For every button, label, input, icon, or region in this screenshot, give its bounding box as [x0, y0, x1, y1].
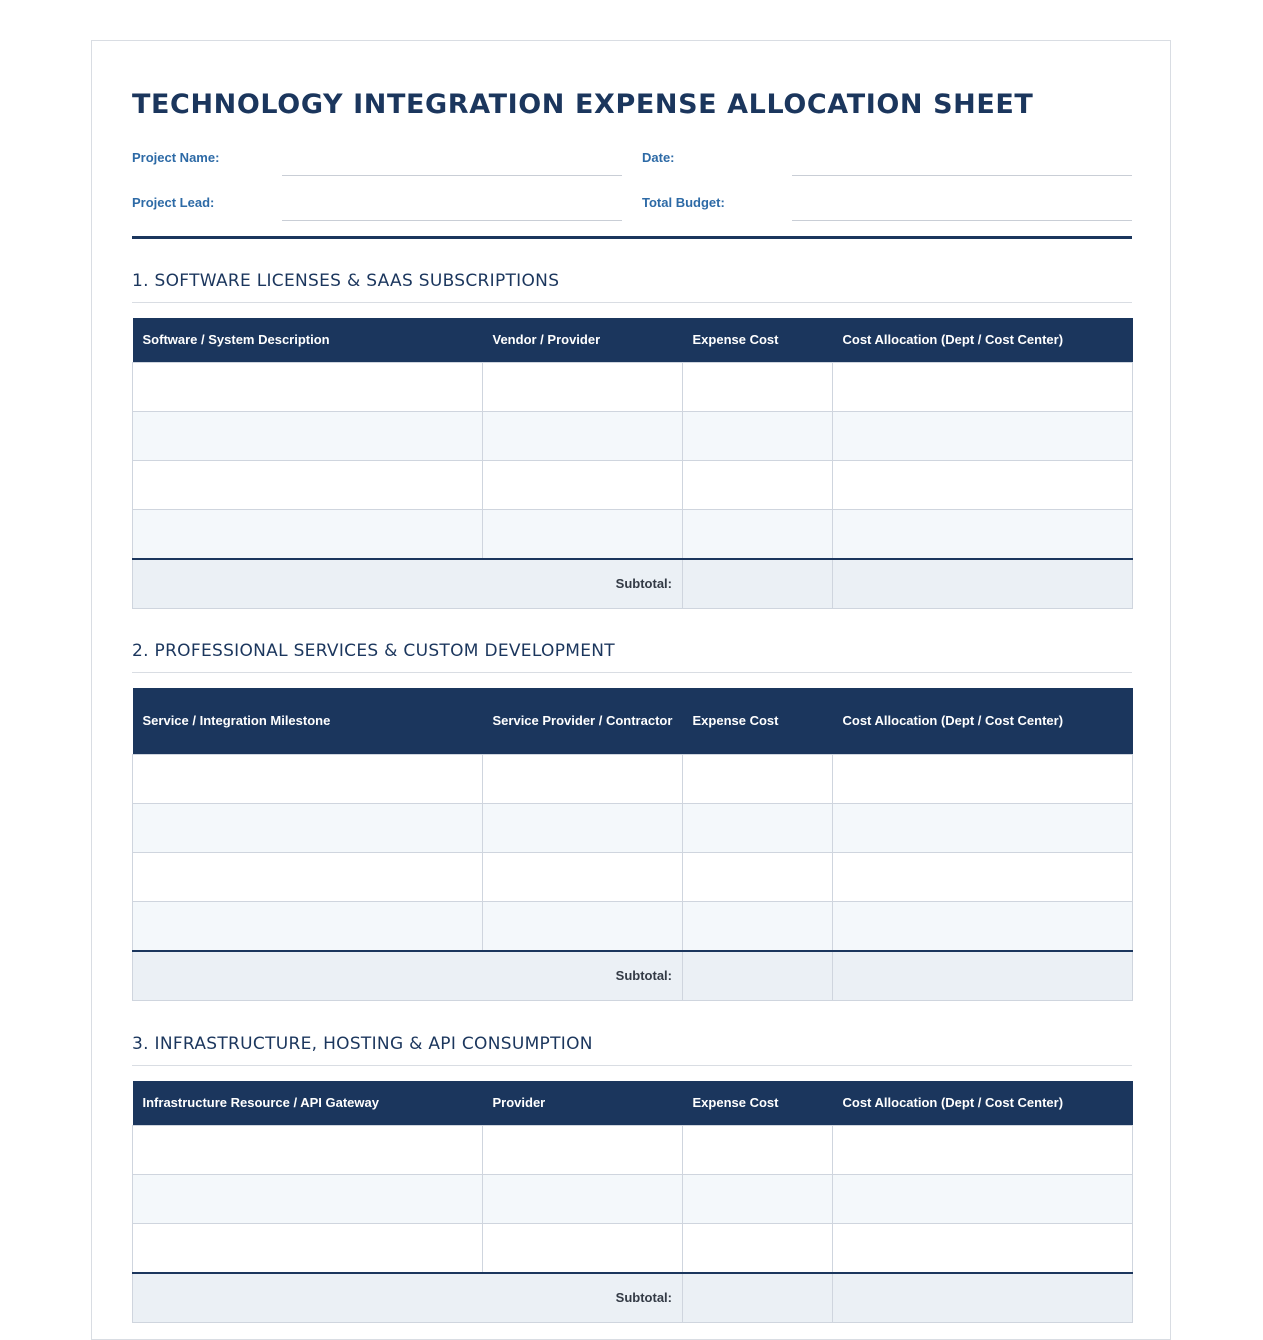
milestone-cell[interactable]: [133, 754, 483, 803]
section-professional-services: [132, 640, 1132, 1001]
table-row: [133, 754, 1133, 803]
allocation-cell[interactable]: [833, 509, 1133, 559]
subtotal-row: [133, 951, 1133, 1001]
expense-sheet: [91, 40, 1171, 1340]
date-field[interactable]: [792, 175, 1132, 176]
cost-cell[interactable]: [683, 411, 833, 460]
cost-cell[interactable]: [683, 1174, 833, 1223]
subtotal-allocation-cell[interactable]: [833, 1273, 1133, 1323]
subtotal-label: Subtotal:: [133, 559, 683, 609]
subtotal-allocation-cell[interactable]: [833, 559, 1133, 609]
date-label: Date:: [642, 150, 675, 165]
vendor-cell[interactable]: [483, 362, 683, 411]
cost-cell[interactable]: [683, 460, 833, 509]
meta-row-2: [132, 195, 1132, 221]
cost-cell[interactable]: [683, 1223, 833, 1273]
subtotal-cost-cell[interactable]: [683, 559, 833, 609]
vendor-cell[interactable]: [483, 460, 683, 509]
section-heading: 1. SOFTWARE LICENSES & SAAS SUBSCRIPTIONS: [132, 270, 1132, 303]
cost-cell[interactable]: [683, 852, 833, 901]
column-header: Vendor / Provider: [483, 318, 683, 362]
table-header-row: [133, 1081, 1133, 1125]
subtotal-row: [133, 1273, 1133, 1323]
provider-cell[interactable]: [483, 901, 683, 951]
column-header: Cost Allocation (Dept / Cost Center): [833, 318, 1133, 362]
column-header: Cost Allocation (Dept / Cost Center): [833, 688, 1133, 754]
section-software-licenses: [132, 270, 1132, 609]
description-cell[interactable]: [133, 460, 483, 509]
allocation-cell[interactable]: [833, 1174, 1133, 1223]
table-header-row: [133, 688, 1133, 754]
provider-cell[interactable]: [483, 1223, 683, 1273]
allocation-cell[interactable]: [833, 362, 1133, 411]
column-header: Provider: [483, 1081, 683, 1125]
project-lead-label: Project Lead:: [132, 195, 215, 210]
table-row: [133, 852, 1133, 901]
milestone-cell[interactable]: [133, 852, 483, 901]
table-header-row: [133, 318, 1133, 362]
provider-cell[interactable]: [483, 1125, 683, 1174]
column-header: Expense Cost: [683, 688, 833, 754]
allocation-cell[interactable]: [833, 852, 1133, 901]
resource-cell[interactable]: [133, 1223, 483, 1273]
subtotal-cost-cell[interactable]: [683, 1273, 833, 1323]
subtotal-label: Subtotal:: [133, 1273, 683, 1323]
table-row: [133, 1125, 1133, 1174]
column-header: Expense Cost: [683, 1081, 833, 1125]
table-row: [133, 362, 1133, 411]
provider-cell[interactable]: [483, 1174, 683, 1223]
allocation-cell[interactable]: [833, 411, 1133, 460]
column-header: Service / Integration Milestone: [133, 688, 483, 754]
table-row: [133, 509, 1133, 559]
table-row: [133, 411, 1133, 460]
subtotal-row: [133, 559, 1133, 609]
subtotal-allocation-cell[interactable]: [833, 951, 1133, 1001]
column-header: Service Provider / Contractor: [483, 688, 683, 754]
vendor-cell[interactable]: [483, 411, 683, 460]
software-expense-table: [132, 318, 1133, 609]
cost-cell[interactable]: [683, 901, 833, 951]
cost-cell[interactable]: [683, 1125, 833, 1174]
resource-cell[interactable]: [133, 1174, 483, 1223]
cost-cell[interactable]: [683, 509, 833, 559]
allocation-cell[interactable]: [833, 460, 1133, 509]
column-header: Expense Cost: [683, 318, 833, 362]
column-header: Infrastructure Resource / API Gateway: [133, 1081, 483, 1125]
table-row: [133, 1223, 1133, 1273]
description-cell[interactable]: [133, 509, 483, 559]
project-lead-field[interactable]: [282, 220, 622, 221]
milestone-cell[interactable]: [133, 803, 483, 852]
section-heading: 3. INFRASTRUCTURE, HOSTING & API CONSUMPTION: [132, 1033, 1132, 1066]
allocation-cell[interactable]: [833, 901, 1133, 951]
section-heading: 2. PROFESSIONAL SERVICES & CUSTOM DEVELOPMENT: [132, 640, 1132, 673]
title-divider: [132, 236, 1132, 239]
provider-cell[interactable]: [483, 754, 683, 803]
document-title: TECHNOLOGY INTEGRATION EXPENSE ALLOCATION SHEET: [132, 89, 1034, 120]
column-header: Cost Allocation (Dept / Cost Center): [833, 1081, 1133, 1125]
description-cell[interactable]: [133, 411, 483, 460]
allocation-cell[interactable]: [833, 1125, 1133, 1174]
column-header: Software / System Description: [133, 318, 483, 362]
services-expense-table: [132, 688, 1133, 1001]
subtotal-label: Subtotal:: [133, 951, 683, 1001]
infrastructure-expense-table: [132, 1081, 1133, 1323]
table-row: [133, 1174, 1133, 1223]
vendor-cell[interactable]: [483, 509, 683, 559]
provider-cell[interactable]: [483, 852, 683, 901]
cost-cell[interactable]: [683, 803, 833, 852]
total-budget-field[interactable]: [792, 220, 1132, 221]
provider-cell[interactable]: [483, 803, 683, 852]
project-name-field[interactable]: [282, 175, 622, 176]
allocation-cell[interactable]: [833, 754, 1133, 803]
table-row: [133, 803, 1133, 852]
subtotal-cost-cell[interactable]: [683, 951, 833, 1001]
resource-cell[interactable]: [133, 1125, 483, 1174]
allocation-cell[interactable]: [833, 1223, 1133, 1273]
project-name-label: Project Name:: [132, 150, 220, 165]
cost-cell[interactable]: [683, 362, 833, 411]
allocation-cell[interactable]: [833, 803, 1133, 852]
description-cell[interactable]: [133, 362, 483, 411]
table-row: [133, 460, 1133, 509]
meta-row-1: [132, 150, 1132, 176]
milestone-cell[interactable]: [133, 901, 483, 951]
total-budget-label: Total Budget:: [642, 195, 725, 210]
table-row: [133, 901, 1133, 951]
cost-cell[interactable]: [683, 754, 833, 803]
section-infrastructure: [132, 1033, 1132, 1323]
